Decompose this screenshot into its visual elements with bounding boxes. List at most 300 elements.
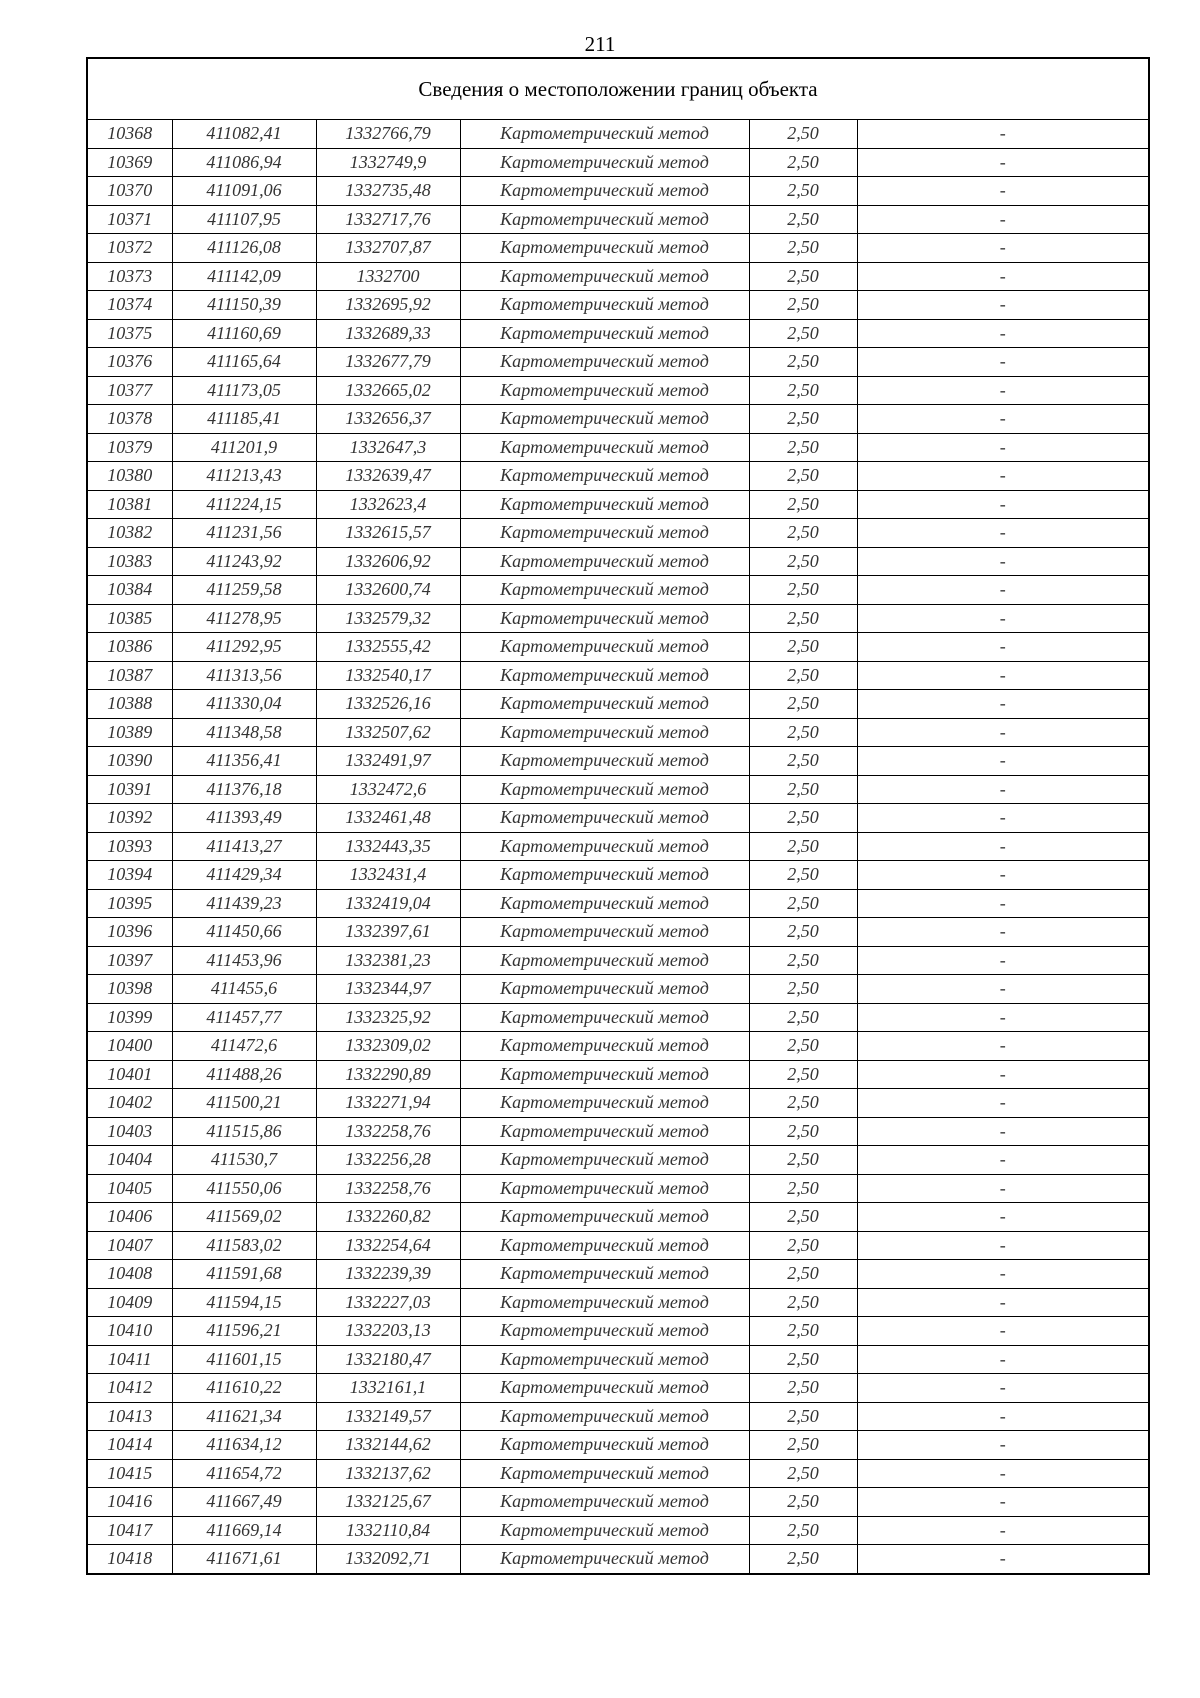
y-coordinate-cell: 1332717,76 [316,205,460,234]
description-cell: - [857,1117,1149,1146]
method-cell: Картометрический метод [460,1089,749,1118]
y-coordinate-cell: 1332254,64 [316,1231,460,1260]
method-cell: Картометрический метод [460,433,749,462]
method-cell: Картометрический метод [460,120,749,149]
accuracy-cell: 2,50 [749,1545,857,1574]
table-row [87,861,1149,890]
description-cell: - [857,348,1149,377]
table-row [87,747,1149,776]
method-cell: Картометрический метод [460,633,749,662]
point-number-cell: 10418 [87,1545,172,1574]
x-coordinate-cell: 411601,15 [172,1345,316,1374]
accuracy-cell: 2,50 [749,604,857,633]
y-coordinate-cell: 1332325,92 [316,1003,460,1032]
method-cell: Картометрический метод [460,975,749,1004]
method-cell: Картометрический метод [460,1288,749,1317]
accuracy-cell: 2,50 [749,1345,857,1374]
x-coordinate-cell: 411348,58 [172,718,316,747]
method-cell: Картометрический метод [460,661,749,690]
y-coordinate-cell: 1332443,35 [316,832,460,861]
description-cell: - [857,1402,1149,1431]
x-coordinate-cell: 411530,7 [172,1146,316,1175]
x-coordinate-cell: 411500,21 [172,1089,316,1118]
accuracy-cell: 2,50 [749,262,857,291]
accuracy-cell: 2,50 [749,1146,857,1175]
y-coordinate-cell: 1332309,02 [316,1032,460,1061]
description-cell: - [857,519,1149,548]
table-row [87,120,1149,149]
point-number-cell: 10417 [87,1516,172,1545]
table-row [87,1174,1149,1203]
y-coordinate-cell: 1332180,47 [316,1345,460,1374]
method-cell: Картометрический метод [460,462,749,491]
y-coordinate-cell: 1332110,84 [316,1516,460,1545]
method-cell: Картометрический метод [460,946,749,975]
point-number-cell: 10413 [87,1402,172,1431]
description-cell: - [857,433,1149,462]
x-coordinate-cell: 411107,95 [172,205,316,234]
point-number-cell: 10406 [87,1203,172,1232]
point-number-cell: 10390 [87,747,172,776]
point-number-cell: 10399 [87,1003,172,1032]
x-coordinate-cell: 411201,9 [172,433,316,462]
method-cell: Картометрический метод [460,889,749,918]
x-coordinate-cell: 411086,94 [172,148,316,177]
table-row [87,1117,1149,1146]
table-row [87,832,1149,861]
table-row [87,1260,1149,1289]
x-coordinate-cell: 411472,6 [172,1032,316,1061]
description-cell: - [857,205,1149,234]
y-coordinate-cell: 1332665,02 [316,376,460,405]
x-coordinate-cell: 411278,95 [172,604,316,633]
x-coordinate-cell: 411610,22 [172,1374,316,1403]
accuracy-cell: 2,50 [749,633,857,662]
point-number-cell: 10375 [87,319,172,348]
accuracy-cell: 2,50 [749,120,857,149]
table-row [87,918,1149,947]
description-cell: - [857,234,1149,263]
method-cell: Картометрический метод [460,1374,749,1403]
method-cell: Картометрический метод [460,747,749,776]
table-caption-row [87,58,1149,120]
y-coordinate-cell: 1332092,71 [316,1545,460,1574]
point-number-cell: 10382 [87,519,172,548]
description-cell: - [857,291,1149,320]
accuracy-cell: 2,50 [749,832,857,861]
y-coordinate-cell: 1332344,97 [316,975,460,1004]
method-cell: Картометрический метод [460,1345,749,1374]
accuracy-cell: 2,50 [749,775,857,804]
table-row [87,576,1149,605]
method-cell: Картометрический метод [460,1459,749,1488]
accuracy-cell: 2,50 [749,1431,857,1460]
y-coordinate-cell: 1332256,28 [316,1146,460,1175]
x-coordinate-cell: 411126,08 [172,234,316,263]
accuracy-cell: 2,50 [749,747,857,776]
accuracy-cell: 2,50 [749,234,857,263]
x-coordinate-cell: 411634,12 [172,1431,316,1460]
point-number-cell: 10416 [87,1488,172,1517]
x-coordinate-cell: 411091,06 [172,177,316,206]
y-coordinate-cell: 1332766,79 [316,120,460,149]
point-number-cell: 10374 [87,291,172,320]
x-coordinate-cell: 411413,27 [172,832,316,861]
accuracy-cell: 2,50 [749,804,857,833]
description-cell: - [857,975,1149,1004]
table-row [87,1459,1149,1488]
table-row [87,519,1149,548]
point-number-cell: 10401 [87,1060,172,1089]
accuracy-cell: 2,50 [749,291,857,320]
x-coordinate-cell: 411224,15 [172,490,316,519]
accuracy-cell: 2,50 [749,1032,857,1061]
y-coordinate-cell: 1332579,32 [316,604,460,633]
y-coordinate-cell: 1332677,79 [316,348,460,377]
accuracy-cell: 2,50 [749,148,857,177]
method-cell: Картометрический метод [460,1060,749,1089]
y-coordinate-cell: 1332700 [316,262,460,291]
accuracy-cell: 2,50 [749,1089,857,1118]
method-cell: Картометрический метод [460,1431,749,1460]
accuracy-cell: 2,50 [749,177,857,206]
point-number-cell: 10402 [87,1089,172,1118]
method-cell: Картометрический метод [460,177,749,206]
point-number-cell: 10393 [87,832,172,861]
point-number-cell: 10398 [87,975,172,1004]
method-cell: Картометрический метод [460,804,749,833]
point-number-cell: 10380 [87,462,172,491]
point-number-cell: 10391 [87,775,172,804]
table-row [87,690,1149,719]
method-cell: Картометрический метод [460,1317,749,1346]
description-cell: - [857,1060,1149,1089]
method-cell: Картометрический метод [460,519,749,548]
method-cell: Картометрический метод [460,1174,749,1203]
y-coordinate-cell: 1332260,82 [316,1203,460,1232]
description-cell: - [857,1317,1149,1346]
method-cell: Картометрический метод [460,1488,749,1517]
table-row [87,1402,1149,1431]
table-row [87,1545,1149,1574]
y-coordinate-cell: 1332203,13 [316,1317,460,1346]
table-row [87,775,1149,804]
accuracy-cell: 2,50 [749,1260,857,1289]
description-cell: - [857,1003,1149,1032]
y-coordinate-cell: 1332431,4 [316,861,460,890]
table-row [87,975,1149,1004]
y-coordinate-cell: 1332290,89 [316,1060,460,1089]
method-cell: Картометрический метод [460,319,749,348]
point-number-cell: 10394 [87,861,172,890]
y-coordinate-cell: 1332461,48 [316,804,460,833]
point-number-cell: 10376 [87,348,172,377]
y-coordinate-cell: 1332161,1 [316,1374,460,1403]
accuracy-cell: 2,50 [749,405,857,434]
method-cell: Картометрический метод [460,1203,749,1232]
description-cell: - [857,1174,1149,1203]
accuracy-cell: 2,50 [749,861,857,890]
accuracy-cell: 2,50 [749,433,857,462]
table-row [87,547,1149,576]
description-cell: - [857,547,1149,576]
y-coordinate-cell: 1332258,76 [316,1174,460,1203]
y-coordinate-cell: 1332735,48 [316,177,460,206]
table-row [87,1231,1149,1260]
table-row [87,262,1149,291]
y-coordinate-cell: 1332271,94 [316,1089,460,1118]
accuracy-cell: 2,50 [749,1459,857,1488]
description-cell: - [857,633,1149,662]
description-cell: - [857,1374,1149,1403]
accuracy-cell: 2,50 [749,1288,857,1317]
table-row [87,234,1149,263]
x-coordinate-cell: 411667,49 [172,1488,316,1517]
y-coordinate-cell: 1332381,23 [316,946,460,975]
accuracy-cell: 2,50 [749,918,857,947]
description-cell: - [857,690,1149,719]
description-cell: - [857,661,1149,690]
x-coordinate-cell: 411330,04 [172,690,316,719]
method-cell: Картометрический метод [460,547,749,576]
accuracy-cell: 2,50 [749,1374,857,1403]
x-coordinate-cell: 411515,86 [172,1117,316,1146]
table-row [87,462,1149,491]
accuracy-cell: 2,50 [749,1231,857,1260]
table-row [87,604,1149,633]
method-cell: Картометрический метод [460,205,749,234]
table-row [87,1488,1149,1517]
accuracy-cell: 2,50 [749,348,857,377]
x-coordinate-cell: 411142,09 [172,262,316,291]
description-cell: - [857,262,1149,291]
table-row [87,291,1149,320]
table-row [87,1089,1149,1118]
y-coordinate-cell: 1332540,17 [316,661,460,690]
accuracy-cell: 2,50 [749,1203,857,1232]
y-coordinate-cell: 1332689,33 [316,319,460,348]
table-row [87,1203,1149,1232]
x-coordinate-cell: 411488,26 [172,1060,316,1089]
description-cell: - [857,490,1149,519]
description-cell: - [857,946,1149,975]
table-row [87,804,1149,833]
y-coordinate-cell: 1332749,9 [316,148,460,177]
description-cell: - [857,604,1149,633]
method-cell: Картометрический метод [460,1402,749,1431]
x-coordinate-cell: 411313,56 [172,661,316,690]
accuracy-cell: 2,50 [749,946,857,975]
x-coordinate-cell: 411439,23 [172,889,316,918]
point-number-cell: 10407 [87,1231,172,1260]
point-number-cell: 10381 [87,490,172,519]
method-cell: Картометрический метод [460,1231,749,1260]
point-number-cell: 10371 [87,205,172,234]
description-cell: - [857,718,1149,747]
page-number: 211 [584,32,616,56]
y-coordinate-cell: 1332144,62 [316,1431,460,1460]
table-row [87,1288,1149,1317]
description-cell: - [857,861,1149,890]
method-cell: Картометрический метод [460,1003,749,1032]
method-cell: Картометрический метод [460,1117,749,1146]
x-coordinate-cell: 411376,18 [172,775,316,804]
description-cell: - [857,804,1149,833]
y-coordinate-cell: 1332615,57 [316,519,460,548]
y-coordinate-cell: 1332707,87 [316,234,460,263]
description-cell: - [857,1146,1149,1175]
point-number-cell: 10397 [87,946,172,975]
y-coordinate-cell: 1332258,76 [316,1117,460,1146]
description-cell: - [857,462,1149,491]
method-cell: Картометрический метод [460,348,749,377]
y-coordinate-cell: 1332491,97 [316,747,460,776]
description-cell: - [857,1488,1149,1517]
table-caption: Сведения о местоположении границ объекта [87,58,1149,120]
y-coordinate-cell: 1332239,39 [316,1260,460,1289]
y-coordinate-cell: 1332227,03 [316,1288,460,1317]
accuracy-cell: 2,50 [749,519,857,548]
method-cell: Картометрический метод [460,918,749,947]
x-coordinate-cell: 411231,56 [172,519,316,548]
x-coordinate-cell: 411185,41 [172,405,316,434]
point-number-cell: 10368 [87,120,172,149]
accuracy-cell: 2,50 [749,1117,857,1146]
accuracy-cell: 2,50 [749,547,857,576]
accuracy-cell: 2,50 [749,462,857,491]
x-coordinate-cell: 411594,15 [172,1288,316,1317]
description-cell: - [857,832,1149,861]
point-number-cell: 10379 [87,433,172,462]
description-cell: - [857,405,1149,434]
x-coordinate-cell: 411082,41 [172,120,316,149]
x-coordinate-cell: 411453,96 [172,946,316,975]
description-cell: - [857,1203,1149,1232]
x-coordinate-cell: 411243,92 [172,547,316,576]
method-cell: Картометрический метод [460,718,749,747]
x-coordinate-cell: 411393,49 [172,804,316,833]
table-row [87,1003,1149,1032]
description-cell: - [857,1089,1149,1118]
y-coordinate-cell: 1332647,3 [316,433,460,462]
method-cell: Картометрический метод [460,376,749,405]
x-coordinate-cell: 411213,43 [172,462,316,491]
point-number-cell: 10408 [87,1260,172,1289]
accuracy-cell: 2,50 [749,975,857,1004]
point-number-cell: 10395 [87,889,172,918]
x-coordinate-cell: 411450,66 [172,918,316,947]
accuracy-cell: 2,50 [749,661,857,690]
accuracy-cell: 2,50 [749,576,857,605]
point-number-cell: 10392 [87,804,172,833]
method-cell: Картометрический метод [460,405,749,434]
point-number-cell: 10396 [87,918,172,947]
point-number-cell: 10386 [87,633,172,662]
point-number-cell: 10415 [87,1459,172,1488]
x-coordinate-cell: 411259,58 [172,576,316,605]
x-coordinate-cell: 411550,06 [172,1174,316,1203]
table-row [87,1516,1149,1545]
table-row [87,148,1149,177]
method-cell: Картометрический метод [460,262,749,291]
boundary-coordinates-table [86,57,1150,1575]
description-cell: - [857,747,1149,776]
y-coordinate-cell: 1332555,42 [316,633,460,662]
accuracy-cell: 2,50 [749,205,857,234]
point-number-cell: 10387 [87,661,172,690]
method-cell: Картометрический метод [460,775,749,804]
point-number-cell: 10410 [87,1317,172,1346]
y-coordinate-cell: 1332472,6 [316,775,460,804]
description-cell: - [857,319,1149,348]
table-row [87,1431,1149,1460]
point-number-cell: 10412 [87,1374,172,1403]
method-cell: Картометрический метод [460,234,749,263]
x-coordinate-cell: 411583,02 [172,1231,316,1260]
x-coordinate-cell: 411455,6 [172,975,316,1004]
table-row [87,433,1149,462]
description-cell: - [857,1231,1149,1260]
y-coordinate-cell: 1332623,4 [316,490,460,519]
point-number-cell: 10384 [87,576,172,605]
point-number-cell: 10373 [87,262,172,291]
x-coordinate-cell: 411356,41 [172,747,316,776]
table-row [87,1146,1149,1175]
point-number-cell: 10389 [87,718,172,747]
method-cell: Картометрический метод [460,1146,749,1175]
accuracy-cell: 2,50 [749,376,857,405]
table-row [87,348,1149,377]
description-cell: - [857,376,1149,405]
accuracy-cell: 2,50 [749,490,857,519]
table-row [87,177,1149,206]
point-number-cell: 10377 [87,376,172,405]
y-coordinate-cell: 1332397,61 [316,918,460,947]
table-row [87,319,1149,348]
y-coordinate-cell: 1332125,67 [316,1488,460,1517]
description-cell: - [857,1345,1149,1374]
description-cell: - [857,576,1149,605]
method-cell: Картометрический метод [460,690,749,719]
description-cell: - [857,918,1149,947]
table-row [87,1317,1149,1346]
table-row [87,889,1149,918]
table-row [87,405,1149,434]
method-cell: Картометрический метод [460,1260,749,1289]
x-coordinate-cell: 411621,34 [172,1402,316,1431]
point-number-cell: 10372 [87,234,172,263]
accuracy-cell: 2,50 [749,1488,857,1517]
description-cell: - [857,177,1149,206]
x-coordinate-cell: 411160,69 [172,319,316,348]
accuracy-cell: 2,50 [749,1317,857,1346]
description-cell: - [857,889,1149,918]
point-number-cell: 10369 [87,148,172,177]
y-coordinate-cell: 1332695,92 [316,291,460,320]
y-coordinate-cell: 1332656,37 [316,405,460,434]
table-row [87,661,1149,690]
x-coordinate-cell: 411671,61 [172,1545,316,1574]
description-cell: - [857,1260,1149,1289]
table-body [87,120,1149,1574]
point-number-cell: 10405 [87,1174,172,1203]
table-row [87,205,1149,234]
x-coordinate-cell: 411150,39 [172,291,316,320]
description-cell: - [857,1431,1149,1460]
point-number-cell: 10378 [87,405,172,434]
table-row [87,376,1149,405]
description-cell: - [857,775,1149,804]
